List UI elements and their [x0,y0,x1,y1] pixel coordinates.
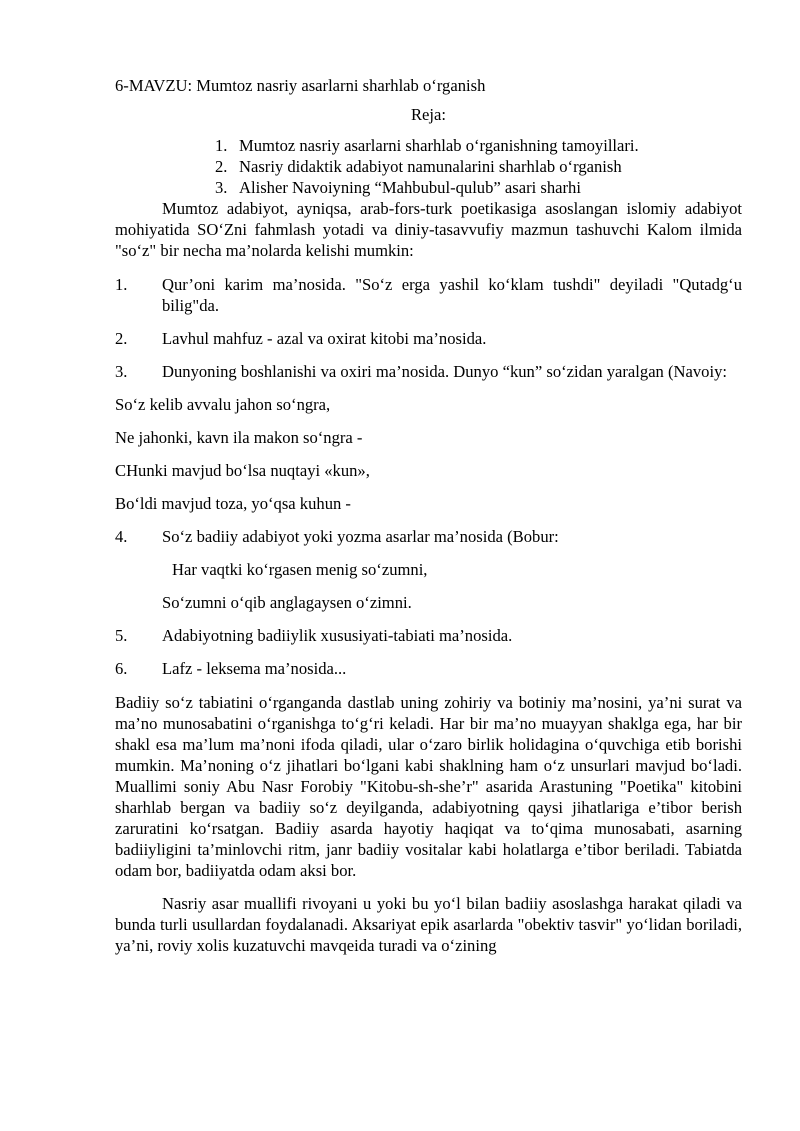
plan-item-number: 1. [215,136,228,155]
meaning-item-3 [115,361,742,382]
item-number: 5. [115,626,128,645]
plan-item-number: 3. [215,178,228,197]
verse-line: Bo‘ldi mavjud toza, yo‘qsa kuhun - [115,494,351,513]
plan-item-text: Mumtoz nasriy asarlarni sharhlab o‘rganishning tamoyillari. [239,136,639,155]
page-title: 6-MAVZU: Mumtoz nasriy asarlarni sharhlab o‘rganish [115,76,486,95]
plan-item-text: Nasriy didaktik adabiyot namunalarini sharhlab o‘rganish [239,157,622,176]
document-page [115,74,742,956]
verse-line: So‘z kelib avvalu jahon so‘ngra, [115,395,331,414]
meaning-item-2 [115,328,742,349]
plan-item-number: 2. [215,157,228,176]
meaning-item-1 [115,274,742,316]
intro-paragraph: Mumtoz adabiyot, ayniqsa, arab-fors-turk poetikasiga asoslangan islomiy adabiyot mohiyatida SO‘Zni fahmlash yotadi va diniy-tasavvufiy mazmun tashuvchi Kalom ilmida "so‘z" bir necha ma’nolarda kelishi mumkin: [115,199,742,260]
plan-item [215,135,742,156]
verse-line: Ne jahonki, kavn ila makon so‘ngra - [115,428,363,447]
item-number: 4. [115,527,128,546]
item-text: Adabiyotning badiiylik xususiyati-tabiati ma’nosida. [162,626,513,645]
item-number: 1. [115,275,128,294]
verse-line: CHunki mavjud bo‘lsa nuqtayi «kun», [115,461,370,480]
item-number: 3. [115,362,128,381]
plan-item-text: Alisher Navoiyning “Mahbubul-qulub” asari sharhi [239,178,581,197]
plan-heading: Reja: [410,105,447,124]
bobur-verse-line: Har vaqtki ko‘rgasen menig so‘zumni, [172,560,428,579]
meaning-item-6 [115,658,742,679]
plan-item [215,156,742,177]
meaning-item-5 [115,625,742,646]
item-text: Dunyoning boshlanishi va oxiri ma’nosida. Dunyo “kun” so‘zidan yaralgan (Navoiy: [162,362,727,381]
bobur-verse-line: So‘zumni o‘qib anglagaysen o‘zimni. [162,593,412,612]
item-text: So‘z badiiy adabiyot yoki yozma asarlar ma’nosida (Bobur: [162,527,559,546]
plan-list [115,135,742,198]
body-paragraph-1: Badiiy so‘z tabiatini o‘rganganda dastlab uning zohiriy va botiniy ma’nosini, ya’ni surat va ma’no munosabatini o‘rganishga to‘g‘ri keladi. Har bir ma’no muayyan shaklga ega, har bir shakl esa ma’lum ma’noni ifoda qiladi, ular o‘zaro birlik holidagina o‘quvchiga etib borishi mumkin. Ma’noning o‘z jihatlari bo‘lgani kabi shaklning ham o‘z unsurlari mavjud bo‘ladi. Muallimi soniy Abu Nasr Forobiy "Kitobu-sh-she’r" asarida Arastuning "Poetika" kitobini sharhlab bergan va badiiy so‘z deyilganda, adabiyotning qaysi jihatlariga e’tibor berish zaruratini ko‘rsatgan. Badiiy asarda hayotiy haqiqat va to‘qima munosabati, asarning badiiyligini ta’minlovchi ritm, janr badiiy vositalar kabi holatlarga e’tibor beriladi. Tabiatda odam bor, badiiyatda odam aksi bor. [115,693,742,880]
item-text: Lavhul mahfuz - azal va oxirat kitobi ma’nosida. [162,329,487,348]
item-number: 2. [115,329,128,348]
item-text: Qur’oni karim ma’nosida. "So‘z erga yashil ko‘klam tushdi" deyiladi "Qutadg‘u bilig"da. [162,275,742,315]
item-text: Lafz - leksema ma’nosida... [162,659,347,678]
plan-item [215,177,742,198]
meaning-item-4 [115,526,742,547]
body-paragraph-2: Nasriy asar muallifi rivoyani u yoki bu yo‘l bilan badiiy asoslashga harakat qiladi va bunda turli usullardan foydalanadi. Aksariyat epik asarlarda "obektiv tasvir" yo‘lidan boriladi, ya’ni, roviy xolis kuzatuvchi mavqeida turadi va o‘zining [115,894,742,955]
item-number: 6. [115,659,128,678]
